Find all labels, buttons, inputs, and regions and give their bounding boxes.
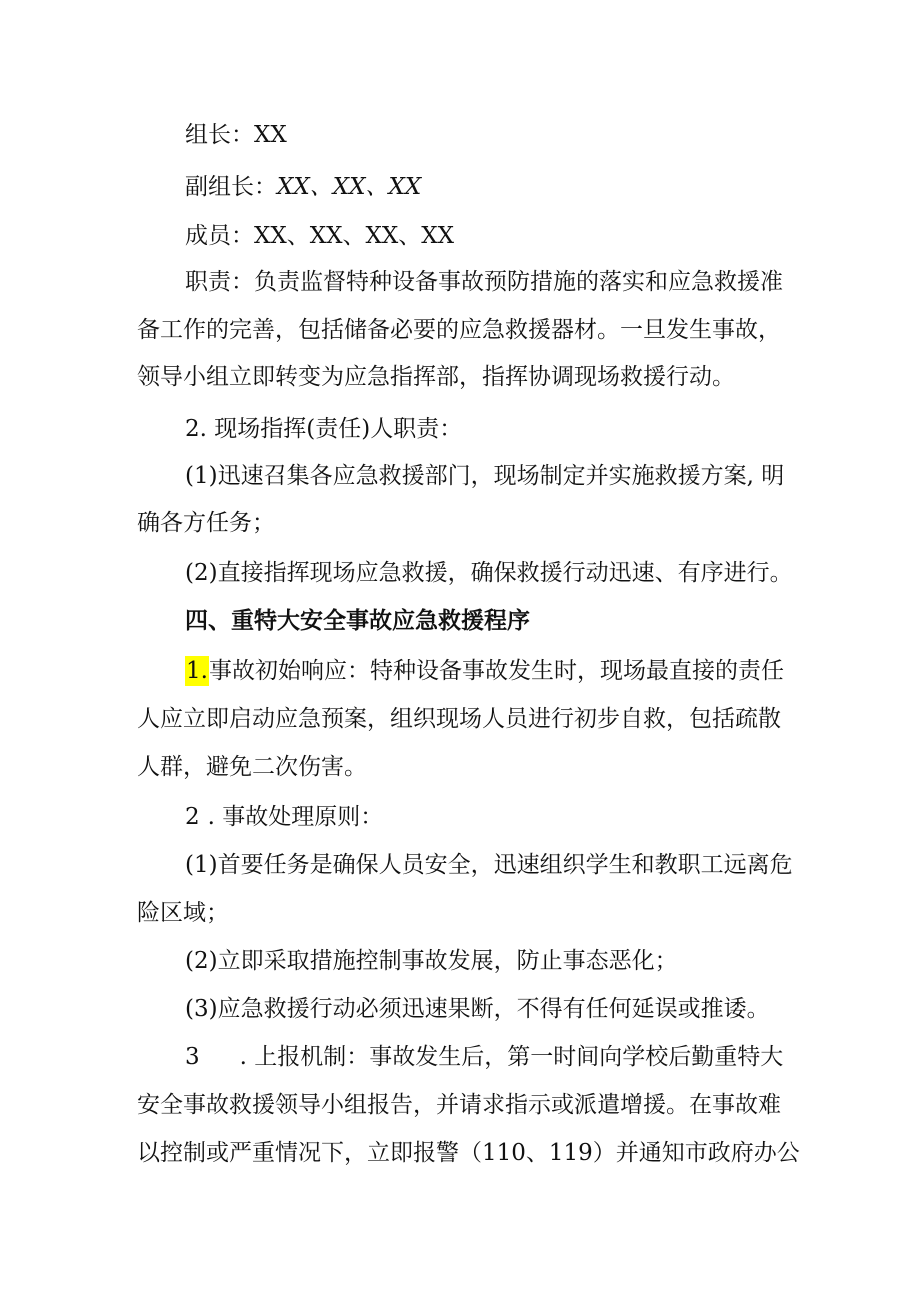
deputy-leader-line bbox=[185, 172, 421, 202]
duty-line-2: 备工作的完善，包括储备必要的应急救援器材。一旦发生事故， bbox=[137, 317, 781, 343]
duty-line-1: 职责：负责监督特种设备事故预防措施的落实和应急救援准 bbox=[185, 269, 783, 295]
response-line-3: 人群，避免二次伤害。 bbox=[137, 754, 367, 780]
onsite-duty-1-line-2: 确各方任务； bbox=[137, 510, 275, 536]
report-line-3: 以控制或严重情况下，立即报警（110、119）并通知市政府办公 bbox=[137, 1140, 800, 1166]
onsite-duties-title: 2. 现场指挥(责任)人职责： bbox=[185, 416, 463, 442]
response-line-2: 人应立即启动应急预案，组织现场人员进行初步自救，包括疏散 bbox=[137, 706, 781, 732]
duty-line-3: 领导小组立即转变为应急指挥部，指挥协调现场救援行动。 bbox=[137, 364, 735, 390]
report-line-2: 安全事故救援领导小组报告，并请求指示或派遣增援。在事故难 bbox=[137, 1092, 781, 1118]
onsite-duty-1-line-1: (1)迅速召集各应急救援部门，现场制定并实施救援方案, 明 bbox=[185, 463, 785, 489]
principle-title-line bbox=[185, 802, 383, 832]
principle-title: . 事故处理原则： bbox=[207, 804, 384, 830]
principle-1-line-2: 险区域； bbox=[137, 900, 229, 926]
deputy-names: XX、XX、XX bbox=[277, 174, 422, 200]
principle-3: (3)应急救援行动必须迅速果断，不得有任何延误或推诿。 bbox=[185, 996, 770, 1022]
section-heading: 四、重特大安全事故应急救援程序 bbox=[185, 608, 530, 634]
members-line: 成员：XX、XX、XX、XX bbox=[185, 223, 454, 249]
onsite-duty-2: (2)直接指挥现场应急救援，确保救援行动迅速、有序进行。 bbox=[185, 560, 793, 586]
principle-1-line-1: (1)首要任务是确保人员安全，迅速组织学生和教职工远离危 bbox=[185, 852, 793, 878]
principle-2: (2)立即采取措施控制事故发展，防止事态恶化； bbox=[185, 948, 678, 974]
report-line-1 bbox=[185, 1042, 783, 1072]
response-text-1: 事故初始响应：特种设备事故发生时，现场最直接的责任 bbox=[208, 658, 784, 684]
report-number: 3 bbox=[185, 1044, 200, 1070]
principle-number: 2 bbox=[185, 804, 200, 830]
highlighted-number: 1. bbox=[186, 658, 208, 684]
response-line-1 bbox=[185, 656, 784, 686]
report-text-1: . 上报机制：事故发生后，第一时间向学校后勤重特大 bbox=[239, 1044, 784, 1070]
deputy-label: 副组长： bbox=[185, 174, 277, 200]
leader-line: 组长：XX bbox=[185, 122, 287, 148]
